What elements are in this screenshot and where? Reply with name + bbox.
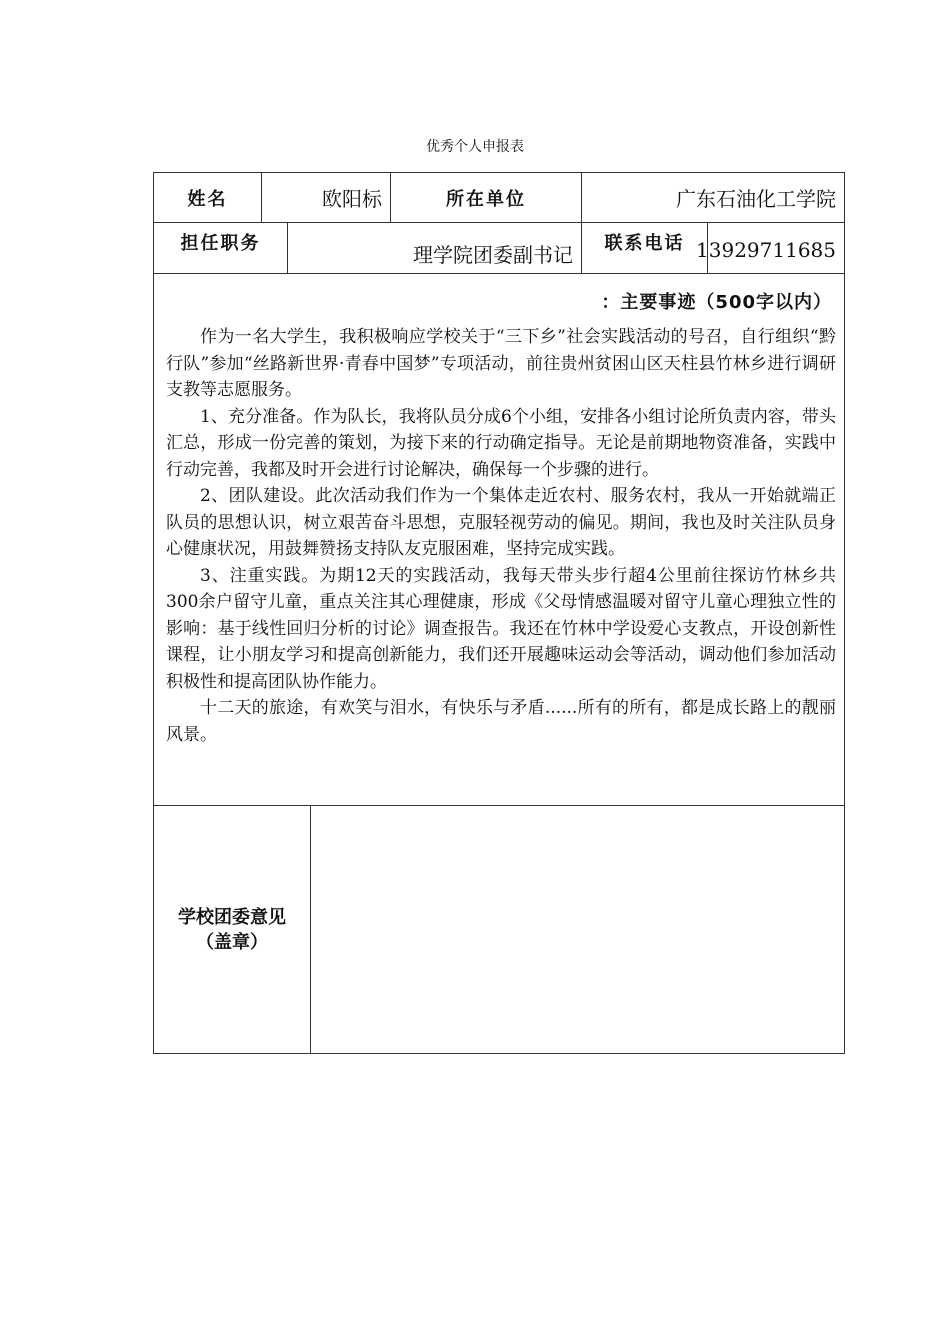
deeds-paragraph: 3、注重实践。为期12天的实践活动，我每天带头步行超4公里前往探访竹林乡共300余户留守儿童，重点关注其心理健康，形成《父母情感温暖对留守儿童心理独立性的影响：基于线性回归分析的讨论》调查报告。我还在竹林中学设爱心支教点，开设创新性课程，让小朋友学习和提高创新能力，我们还开展趣味运动会等活动，调动他们参加活动积极性和提高团队协作能力。 (166, 565, 836, 692)
deeds-section (154, 274, 844, 806)
application-form (153, 172, 845, 1054)
deeds-paragraph: 十二天的旅途，有欢笑与泪水，有快乐与矛盾......所有的所有，都是成长路上的靓丽风景。 (166, 698, 836, 745)
deeds-paragraph: 1、充分准备。作为队长，我将队员分成6个小组，安排各小组讨论所负责内容，带头汇总，形成一份完善的策划，为接下来的行动确定指导。无论是前期地物资准备，实践中行动完善，我都及时开会进行讨论解决，确保每一个步骤的进行。 (166, 406, 836, 480)
position-label: 担任职务 (154, 223, 288, 274)
name-label: 姓名 (154, 173, 262, 223)
deeds-heading: ：主要事迹（500字以内） (601, 292, 832, 313)
deeds-paragraph: 作为一名大学生，我积极响应学校关于“三下乡”社会实践活动的号召，自行组织“黔行队”参加“丝路新世界·青春中国梦”专项活动，前往贵州贫困山区天柱县竹林乡进行调研支教等志愿服务。 (166, 327, 836, 400)
name-value: 欧阳标 (262, 173, 391, 223)
position-value: 理学院团委副书记 (288, 223, 582, 274)
unit-label: 所在单位 (391, 173, 582, 223)
opinion-label (154, 806, 311, 1053)
unit-value: 广东石油化工学院 (582, 173, 844, 223)
opinion-label-line2: （盖章） (196, 931, 268, 953)
opinion-label-line1: 学校团委意见 (178, 906, 286, 928)
phone-value: 13929711685 (708, 223, 844, 274)
page-title: 优秀个人申报表 (426, 139, 524, 155)
opinion-area[interactable] (311, 806, 844, 1053)
deeds-paragraph: 2、团队建设。此次活动我们作为一个集体走近农村、服务农村，我从一开始就端正队员的思想认识，树立艰苦奋斗思想，克服轻视劳动的偏见。期间，我也及时关注队员身心健康状况，用鼓舞赞扬支持队友克服困难，坚持完成实践。 (166, 486, 836, 559)
phone-label: 联系电话 (582, 223, 708, 274)
